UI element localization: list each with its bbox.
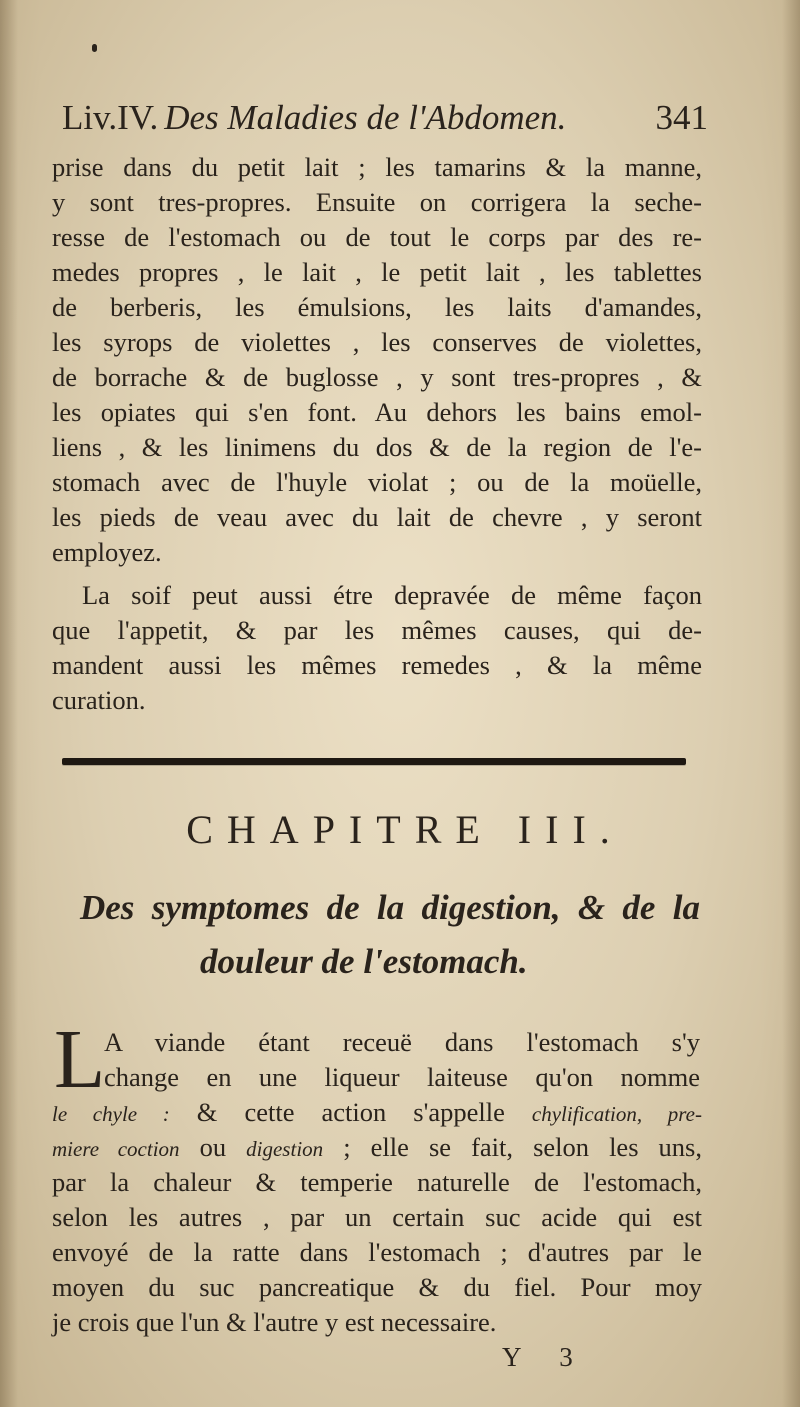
text-line: prise dans du petit lait ; les tamarins & la manne, (52, 152, 702, 182)
page-right-edge (782, 0, 800, 1407)
chapter-subtitle-line2: douleur de l'estomach. (200, 942, 528, 981)
chapter-subtitle-line1: Des symptomes de la digestion, & de la (80, 888, 700, 927)
text-line: envoyé de la ratte dans l'estomach ; d'autres par le (52, 1237, 702, 1267)
text-line: les pieds de veau avec du lait de chevre , y seront (52, 502, 702, 532)
text-line: les opiates qui s'en font. Au dehors les bains emol- (52, 397, 702, 427)
running-head-book: Liv.IV. (62, 98, 159, 137)
text-line: selon les autres , par un certain suc acide qui est (52, 1202, 702, 1232)
page-left-edge (0, 0, 18, 1407)
page-number: 341 (655, 98, 708, 137)
signature-mark: Y 3 (502, 1342, 589, 1372)
ink-speck (92, 44, 97, 52)
text-line: medes propres , le lait , le petit lait , les tablettes (52, 257, 702, 287)
text-line: change en une liqueur laiteuse qu'on nomme (104, 1062, 700, 1092)
text-line: resse de l'estomach ou de tout le corps par des re- (52, 222, 702, 252)
italic-term: le chyle : (52, 1102, 170, 1126)
horizontal-rule (62, 758, 686, 765)
italic-term: miere coction (52, 1137, 180, 1161)
text-line: liens , & les linimens du dos & de la region de l'e- (52, 432, 702, 462)
text-span: & cette action s'appelle (169, 1097, 532, 1127)
italic-term: digestion (246, 1137, 324, 1161)
chapter-first-lines (104, 1025, 700, 1095)
text-line-mixed (52, 1095, 702, 1130)
text-line: de borrache & de buglosse , y sont tres-propres , & (52, 362, 702, 392)
italic-term: chylification, pre- (531, 1102, 702, 1126)
text-line: les syrops de violettes , les conserves de violettes, (52, 327, 702, 357)
chapter-paragraph (52, 1095, 702, 1340)
text-line: y sont tres-propres. Ensuite on corrigera la seche- (52, 187, 702, 217)
text-line: par la chaleur & temperie naturelle de l'estomach, (52, 1167, 702, 1197)
drop-capital: L (54, 1013, 106, 1106)
text-line-mixed (52, 1130, 702, 1165)
text-line: de berberis, les émulsions, les laits d'amandes, (52, 292, 702, 322)
text-line: je crois que l'un & l'autre y est necessaire. (52, 1307, 497, 1337)
text-line: A viande étant receuë dans l'estomach s'y (104, 1027, 700, 1057)
text-line: employez. (52, 537, 162, 567)
text-line: mandent aussi les mêmes remedes , & la même (52, 650, 702, 680)
text-span: ou (179, 1132, 247, 1162)
text-line: La soif peut aussi étre depravée de même façon (82, 580, 702, 610)
paragraph-thirst (52, 578, 702, 718)
chapter-title: CHAPITRE III. (186, 807, 624, 852)
paragraph-treatment (52, 150, 702, 570)
text-span: ; elle se fait, selon les uns, (323, 1132, 702, 1162)
running-head (62, 98, 708, 148)
text-line: stomach avec de l'huyle violat ; ou de la moüelle, (52, 467, 702, 497)
text-line: curation. (52, 685, 146, 715)
text-line: moyen du suc pancreatique & du fiel. Pour moy (52, 1272, 702, 1302)
text-line: que l'appetit, & par les mêmes causes, qui de- (52, 615, 702, 645)
running-head-title: Des Maladies de l'Abdomen. (164, 98, 567, 137)
